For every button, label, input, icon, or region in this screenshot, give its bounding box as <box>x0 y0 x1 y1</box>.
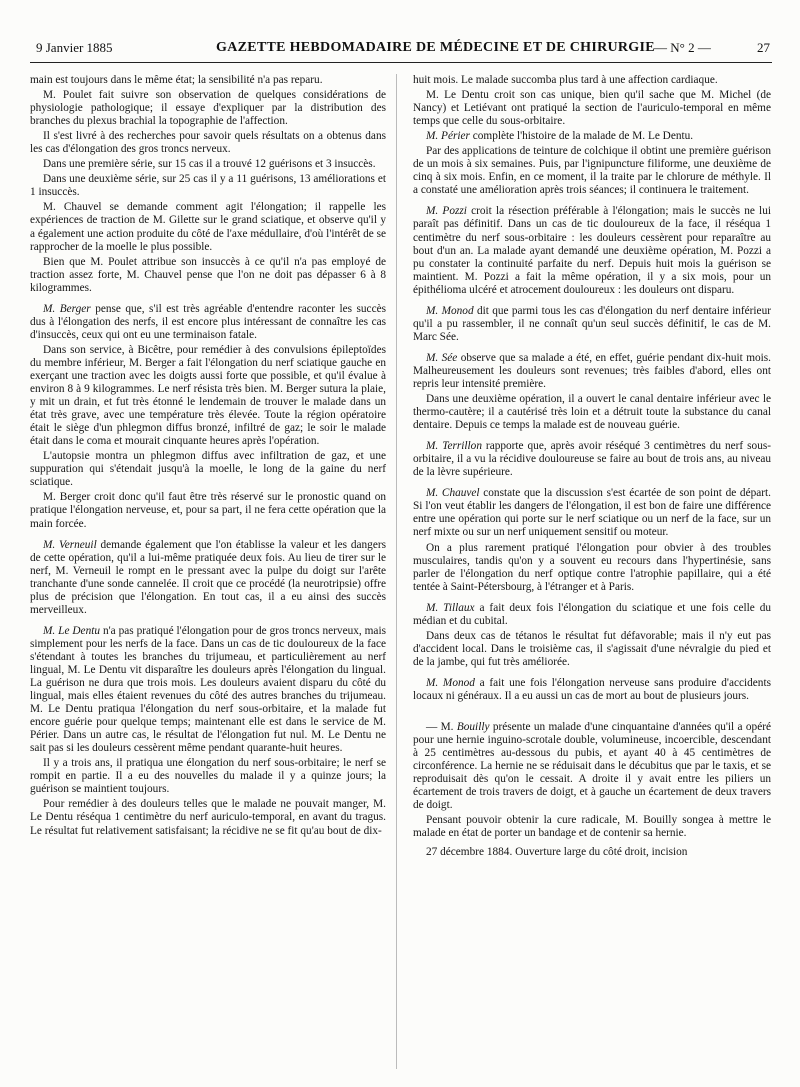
paragraph: 27 décembre 1884. Ouverture large du côté droit, incision <box>426 846 688 859</box>
column-divider <box>396 74 397 1069</box>
speaker-name: M. Le Dentu <box>43 624 101 637</box>
paragraph <box>413 677 771 703</box>
paragraph-text: dit que parmi tous les cas d'élongation du nerf dentaire inférieur qu'il a pu rassembler, il ne connaît qu'un seul succès définitif, le cas de M. Marc Sée. <box>413 304 771 343</box>
speaker-name: M. Verneuil <box>43 538 97 551</box>
paragraph-text: croit la résection préférable à l'élongation; mais le succès ne lui paraît pas définitif. Dans un cas de tic douloureux de la face, il réséqua 1 centimètre du nerf sous-orbitaire : les douleurs cessèrent pour reparaître au bout d'un an. La malade ayant demandé une deuxième opération, M. Pozzi a pu constater la continuité parfaite du nerf. Depuis huit mois la guérison se maintient. M. Pozzi a fait la même opération, il y a six mois, pour un épithélioma ulcéré et atrocement douloureux : les douleurs ont disparu. <box>413 205 771 296</box>
journal-title: GAZETTE HEBDOMADAIRE DE MÉDECINE ET DE CHIRURGIE <box>216 40 655 55</box>
paragraph-text: présente un malade d'une cinquantaine d'années qu'il a opéré pour une hernie inguino-scrotale double, volumineuse, incoercible, descendant à 25 centimètres au-dessous du pubis, et ayant 40 à 45 centimètres de circonférence. La hernie ne se réduisait dans le décubitus que par le taxis, et se reproduisait dès qu'on le cessait. A droite il y avait entre les piliers un écartement de trois travers de doigt, et à gauche un écartement de deux travers de doigt. <box>413 721 771 812</box>
paragraph: Dans deux cas de tétanos le résultat fut défavorable; mais il n'y eut pas d'accident local. Dans le troisième cas, il s'agissait d'une névralgie du pied et de la jambe, qui fut très améliorée. <box>413 629 771 668</box>
paragraph: huit mois. Le malade succomba plus tard à une affection cardiaque. <box>413 74 718 86</box>
paragraph-text: observe que sa malade a été, en effet, guérie pendant dix-huit mois. Malheureusement les douleurs sont revenues; très faibles d'abord, elles ont repris leur intensité première. <box>413 351 771 390</box>
paragraph <box>413 721 771 812</box>
paragraph-text: a fait deux fois l'élongation du sciatique et une fois celle du médian et du cubital. <box>413 601 771 627</box>
speaker-name: M. Berger <box>43 302 91 315</box>
paragraph-text: constate que la discussion s'est écartée de son point de départ. Si l'on veut établir les dangers de l'élongation, il est bon de faire une différence entre une opération qui porte sur le nerf sciatique ou un nerf de la face, sur un nerf mixte ou sur un nerf uniquement sensitif ou moteur. <box>413 487 771 539</box>
page-number: 27 <box>757 40 770 55</box>
paragraph: Bien que M. Poulet attribue son insuccès à ce qu'il n'a pas employé de traction assez forte, M. Chauvel pense que l'on ne doit pas dépasser 6 à 8 kilogrammes. <box>30 255 386 294</box>
speaker-name: M. Chauvel <box>426 487 480 500</box>
paragraph-text: a fait une fois l'élongation nerveuse sans produire d'accidents locaux ni généraux. Il a eu aussi un cas de mort au bout de plusieurs jours. <box>413 676 771 702</box>
speaker-name: Bouilly <box>456 721 490 734</box>
paragraph: M. Poulet fait suivre son observation de quelques considérations de physiologie pathologique; il essaye d'expliquer par la distribution des branches du plexus brachial la topographie de l'affection. <box>30 89 386 128</box>
paragraph: L'autopsie montra un phlegmon diffus avec infiltration de gaz, et une suppuration qui s'étendait jusqu'à la moelle, le long de la gaine du nerf sciatique. <box>30 450 386 489</box>
paragraph <box>413 305 771 344</box>
paragraph: Dans une première série, sur 15 cas il a trouvé 12 guérisons et 3 insuccès. <box>43 158 376 171</box>
left-column <box>30 74 386 840</box>
paragraph <box>30 303 386 342</box>
dash-prefix: — M. <box>426 721 457 734</box>
header-rule <box>30 62 772 63</box>
paragraph: Dans une deuxième opération, il a ouvert le canal dentaire inférieur avec le thermo-cautère; il a cautérisé très loin et a détruit toute la substance du canal dentaire. Depuis ce temps la malade est de nouveau guérie. <box>413 393 771 432</box>
speaker-name: M. Sée <box>426 351 458 364</box>
speaker-name: M. Monod <box>426 676 475 689</box>
paragraph <box>413 205 771 296</box>
speaker-name: M. Terrillon <box>426 440 482 453</box>
paragraph <box>413 487 771 539</box>
paragraph: Il s'est livré à des recherches pour savoir quels résultats on a obtenus dans les cas d'élongation des gros troncs nerveux. <box>30 130 386 156</box>
paragraph-text: demande également que l'on établisse la valeur et les dangers de cette opération, qu'il a lui-même pratiquée deux fois. Au lieu de tirer sur le nerf, M. Verneuil le rompt en le pressant avec la pulpe du doigt sur l'arête tranchante d'une sonde cannelée. Il croit que ce procédé (la neurotripsie) offre plus de précision que l'élongation. En tout cas, il a eu ainsi des succès merveilleux. <box>30 538 386 616</box>
paragraph <box>413 130 771 143</box>
paragraph <box>413 602 771 628</box>
paragraph-text: n'a pas pratiqué l'élongation pour de gros troncs nerveux, mais simplement pour les nerfs de la face. Dans un cas de tic douloureux de la face s'étendant à toutes les branches du trijumeau, et particulièrement au nerf lingual, M. Le Dentu vit disparaître les douleurs après l'élongation du lingual. La guérison ne dura que trois mois. Les douleurs avaient disparu du côté du lingual, mais elles étaient revenues du côté des autres branches du trijumeau. M. Le Dentu pratiqua l'élongation du nerf sous-orbitaire, et la malade fut encore guérie pour quelque temps; maintenant elle est dans le service de M. Périer. Dans un autre cas, le résultat de l'élongation fut nul. M. Le Dentu ne sait pas si les douleurs cessèrent même pendant quarante-huit heures. <box>30 624 386 755</box>
speaker-name: M. Tillaux <box>426 601 475 614</box>
paragraph: Il y a trois ans, il pratiqua une élongation du nerf sous-orbitaire; le nerf se rompit en partie. Il a eu des nouvelles du malade il y a quinze jours; la guérison se maintient toujours. <box>30 757 386 796</box>
paragraph: M. Berger croit donc qu'il faut être très réservé sur le pronostic quand on pratique l'élongation nerveuse, et, pour sa part, il ne fera cette opération que la main forcée. <box>30 491 386 530</box>
paragraph: Pensant pouvoir obtenir la cure radicale, M. Bouilly songea à mettre le malade en état de porter un bandage et de contenir sa hernie. <box>413 814 771 840</box>
speaker-name: M. Pozzi <box>426 205 467 218</box>
paragraph-text: complète l'histoire de la malade de M. Le Dentu. <box>469 130 694 143</box>
paragraph: Pour remédier à des douleurs telles que le malade ne pouvait manger, M. Le Dentu réséqua 1 centimètre du nerf auriculo-temporal, en avant du tragus. Le résultat fut relativement satisfaisant; la récidive ne se fit qu'au bout de dix- <box>30 798 386 837</box>
paragraph: Dans une deuxième série, sur 25 cas il y a 11 guérisons, 13 améliorations et 1 insuccès. <box>30 173 386 199</box>
right-column <box>413 74 771 861</box>
paragraph <box>413 440 771 479</box>
paragraph-text: pense que, s'il est très agréable d'entendre raconter les succès dus à l'élongation des nerfs, il est encore plus intéressant de connaître les cas d'insuccès, ceux qui ont eu une terminaison fatale. <box>30 302 386 341</box>
paragraph: On a plus rarement pratiqué l'élongation pour obvier à des troubles musculaires, tandis qu'on y a souvent eu recours dans l'hypertinésie, sans parler de l'élongation du nerf optique contre l'atrophie papillaire, qui a été tentée à Saint-Pétersbourg, à l'étranger et à Paris. <box>413 541 771 593</box>
speaker-name: M. Monod <box>426 304 474 317</box>
paragraph: Par des applications de teinture de colchique il obtint une première guérison de un mois à six semaines. Puis, par l'ignipuncture filiforme, une deuxième de cinq à six mois. Enfin, en ce moment, il la traite par le chlorure de méthyle. Il a constaté une amélioration après trois séances; il continuera le traitement. <box>413 145 771 197</box>
page-header <box>26 40 774 60</box>
paragraph <box>30 625 386 755</box>
paragraph <box>30 539 386 617</box>
paragraph: M. Chauvel se demande comment agit l'élongation; il rappelle les expériences de traction de M. Gilette sur le grand sciatique, et observe qu'il y a également une action produite du côté de l'axe médullaire, d'où l'intérêt de se rapprocher de la moelle le plus possible. <box>30 201 386 253</box>
paragraph: main est toujours dans le même état; la sensibilité n'a pas reparu. <box>30 74 323 86</box>
paragraph-text: rapporte que, après avoir réséqué 3 centimètres du nerf sous-orbitaire, il a vu la récidive douloureuse se faire au bout de trois ans, au niveau de la lèvre supérieure. <box>413 440 771 479</box>
speaker-name: M. Périer <box>426 130 470 143</box>
issue-number: — N° 2 — <box>654 40 711 55</box>
paragraph: M. Le Dentu croit son cas unique, bien qu'il sache que M. Michel (de Nancy) et Letiévant ont pratiqué la section de l'auriculo-temporal en même temps que celle du sous-orbitaire. <box>413 89 771 128</box>
paragraph: Dans son service, à Bicêtre, pour remédier à des convulsions épileptoïdes du membre inférieur, M. Berger a fait l'élongation du nerf sciatique gauche en exerçant une traction avec les doigts aussi forte que possible, et qu'il évalue à environ 8 à 9 kilogrammes. Le nerf résista très bien. M. Berger sutura la plaie, y mit un drain, et fut très étonné le lendemain de trouver le malade dans un état très grave, avec une température très élevée. Toute la région opératoire était le siège d'un phlegmon diffus bronzé, infiltré de gaz; le soir le malade était dans le coma et mourait cinquante heures après l'opération. <box>30 343 386 448</box>
issue-date: 9 Janvier 1885 <box>36 40 113 55</box>
paragraph <box>413 352 771 391</box>
